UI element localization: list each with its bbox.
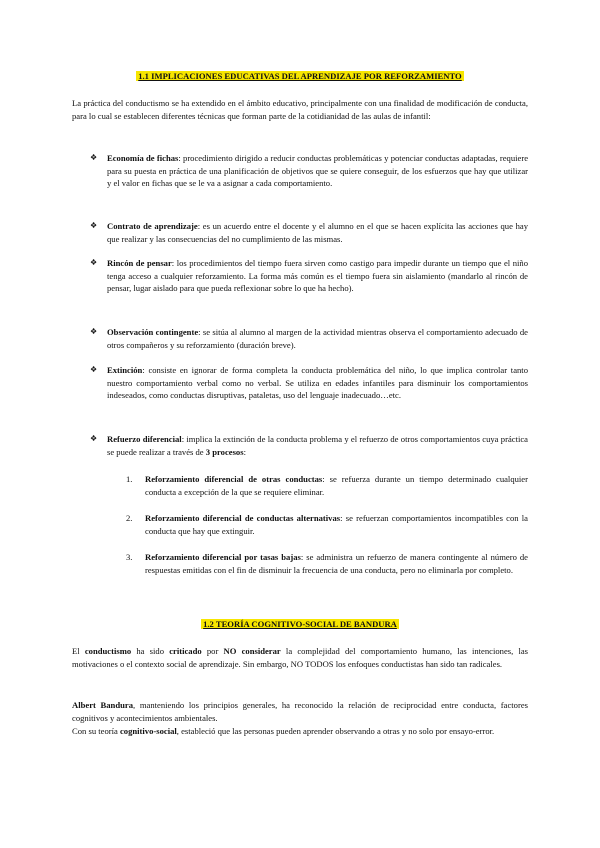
- item-number: 2.: [126, 513, 133, 523]
- section-heading-2: 1.2 TEORÍA COGNITIVO-SOCIAL DE BANDURA: [203, 619, 397, 629]
- diamond-bullet-icon: ❖: [90, 434, 98, 443]
- paragraph-conductismo: El conductismo ha sido criticado por NO considerar la complejidad del comportamiento humano, las intenciones, las motivaciones o el contexto social de aprendizaje. Sin embargo, NO TODOS los enfoques conductistas han sido tan radicales.: [72, 646, 528, 669]
- diamond-bullet-icon: ❖: [90, 153, 98, 162]
- bullet-term: Rincón de pensar: [107, 258, 172, 268]
- bullet-term: Economía de fichas: [107, 153, 179, 163]
- diamond-bullet-icon: ❖: [90, 327, 98, 336]
- section-heading-1: 1.1 IMPLICACIONES EDUCATIVAS DEL APRENDIZAJE POR REFORZAMIENTO: [138, 71, 462, 81]
- item-term: Reforzamiento diferencial por tasas bajas: [145, 552, 301, 562]
- item-term: Reforzamiento diferencial de conductas alternativas: [145, 513, 341, 523]
- diamond-bullet-icon: ❖: [90, 365, 98, 374]
- bullet-term: Observación contingente: [107, 327, 199, 337]
- diamond-bullet-icon: ❖: [90, 221, 98, 230]
- bullet-term: Contrato de aprendizaje: [107, 221, 198, 231]
- diamond-bullet-icon: ❖: [90, 258, 98, 267]
- item-number: 1.: [126, 474, 133, 484]
- paragraph-cognitivo-social: Con su teoría cognitivo-social, estableció que las personas pueden aprender observando a otras y no solo por ensayo-error.: [72, 726, 495, 736]
- paragraph-bandura: Albert Bandura, manteniendo los principios generales, ha reconocido la relación de reciprocidad entre conducta, factores cognitivos y acontecimientos ambientales.: [72, 700, 528, 723]
- item-number: 3.: [126, 552, 133, 562]
- item-term: Reforzamiento diferencial de otras conductas: [145, 474, 323, 484]
- intro-paragraph: La práctica del conductismo se ha extendido en el ámbito educativo, principalmente con una finalidad de modificación de conducta, para lo cual se establecen diferentes técnicas que forman parte de la cotidianidad de las aulas de infantil:: [72, 98, 528, 121]
- bullet-term: Refuerzo diferencial: [107, 434, 182, 444]
- bullet-term: Extinción: [107, 365, 143, 375]
- document-page: 1.1 IMPLICACIONES EDUCATIVAS DEL APRENDIZAJE POR REFORZAMIENTO La práctica del conductismo se ha extendido en el ámbito educativo, principalmente con una finalidad de modificación de conducta, para lo cual se establecen diferentes técnicas que forman parte de la cotidianidad de las aulas de infantil: ❖ Economía de fichas: procedimiento dirigido a reducir conductas problemáticas y potenciar conductas adaptadas, requiere para su puesta en práctica de una planificación de objetivos que se quiere conseguir, de los esfuerzos que hay que utilizar y el valor en fichas que se le va a asignar a cada comportamiento. ❖ Contrato de aprendizaje: es un acuerdo entre el docente y el alumno en el que se hacen explícita las acciones que hay que realizar y las consecuencias del no cumplimiento de las mismas. ❖ Rincón de pensar: los procedimientos del tiempo fuera sirven como castigo para impedir durante un tiempo que el niño tenga acceso a cualquier reforzamiento. La forma más común es el tiempo fuera sin aislamiento (mandarlo al rincón de pensar, lugar aislado para que pueda reflexionar sobre lo que ha hecho). ❖ Observación contingente: se sitúa al alumno al margen de la actividad mientras observa el comportamiento adecuado de otros compañeros y su reforzamiento (duración breve). ❖ Extinción: consiste en ignorar de forma completa la conducta problemática del niño, lo que implica controlar tanto nuestro comportamiento verbal como no verbal. Se utiliza en edades infantiles para disminuir los comportamientos indeseados, como conductas disruptivas, pataletas, uso del lenguaje inadecuado…etc. ❖ Refuerzo diferencial: implica la extinción de la conducta problema y el refuerzo de otros comportamientos cuya práctica se puede realizar a través de 3 procesos: 1. Reforzamiento diferencial de otras conductas: se refuerza durante un tiempo determinado cualquier conducta a excepción de la que se requiere eliminar. 2. Reforzamiento diferencial de conductas alternativas: se refuerzan comportamientos incompatibles con la conducta que hay que extinguir. 3. Reforzamiento diferencial por tasas bajas: se administra un refuerzo de manera contingente al número de respuestas emitidas con el fin de disminuir la frecuencia de una conducta, pero no eliminarla por completo. 1.2 TEORÍA COGNITIVO-SOCIAL DE BANDURA El conductismo ha sido criticado por NO considerar la complejidad del comportamiento humano, las intenciones, las motivaciones o el contexto social de aprendizaje. Sin embargo, NO TODOS los enfoques conductistas han sido tan radicales. Albert Bandura, manteniendo los principios generales, ha reconocido la relación de reciprocidad entre conducta, factores cognitivos y acontecimientos ambientales. Con su teoría cognitivo-social, estableció que las personas pueden aprender observando a otras y no solo por ensayo-error.: [0, 0, 600, 848]
